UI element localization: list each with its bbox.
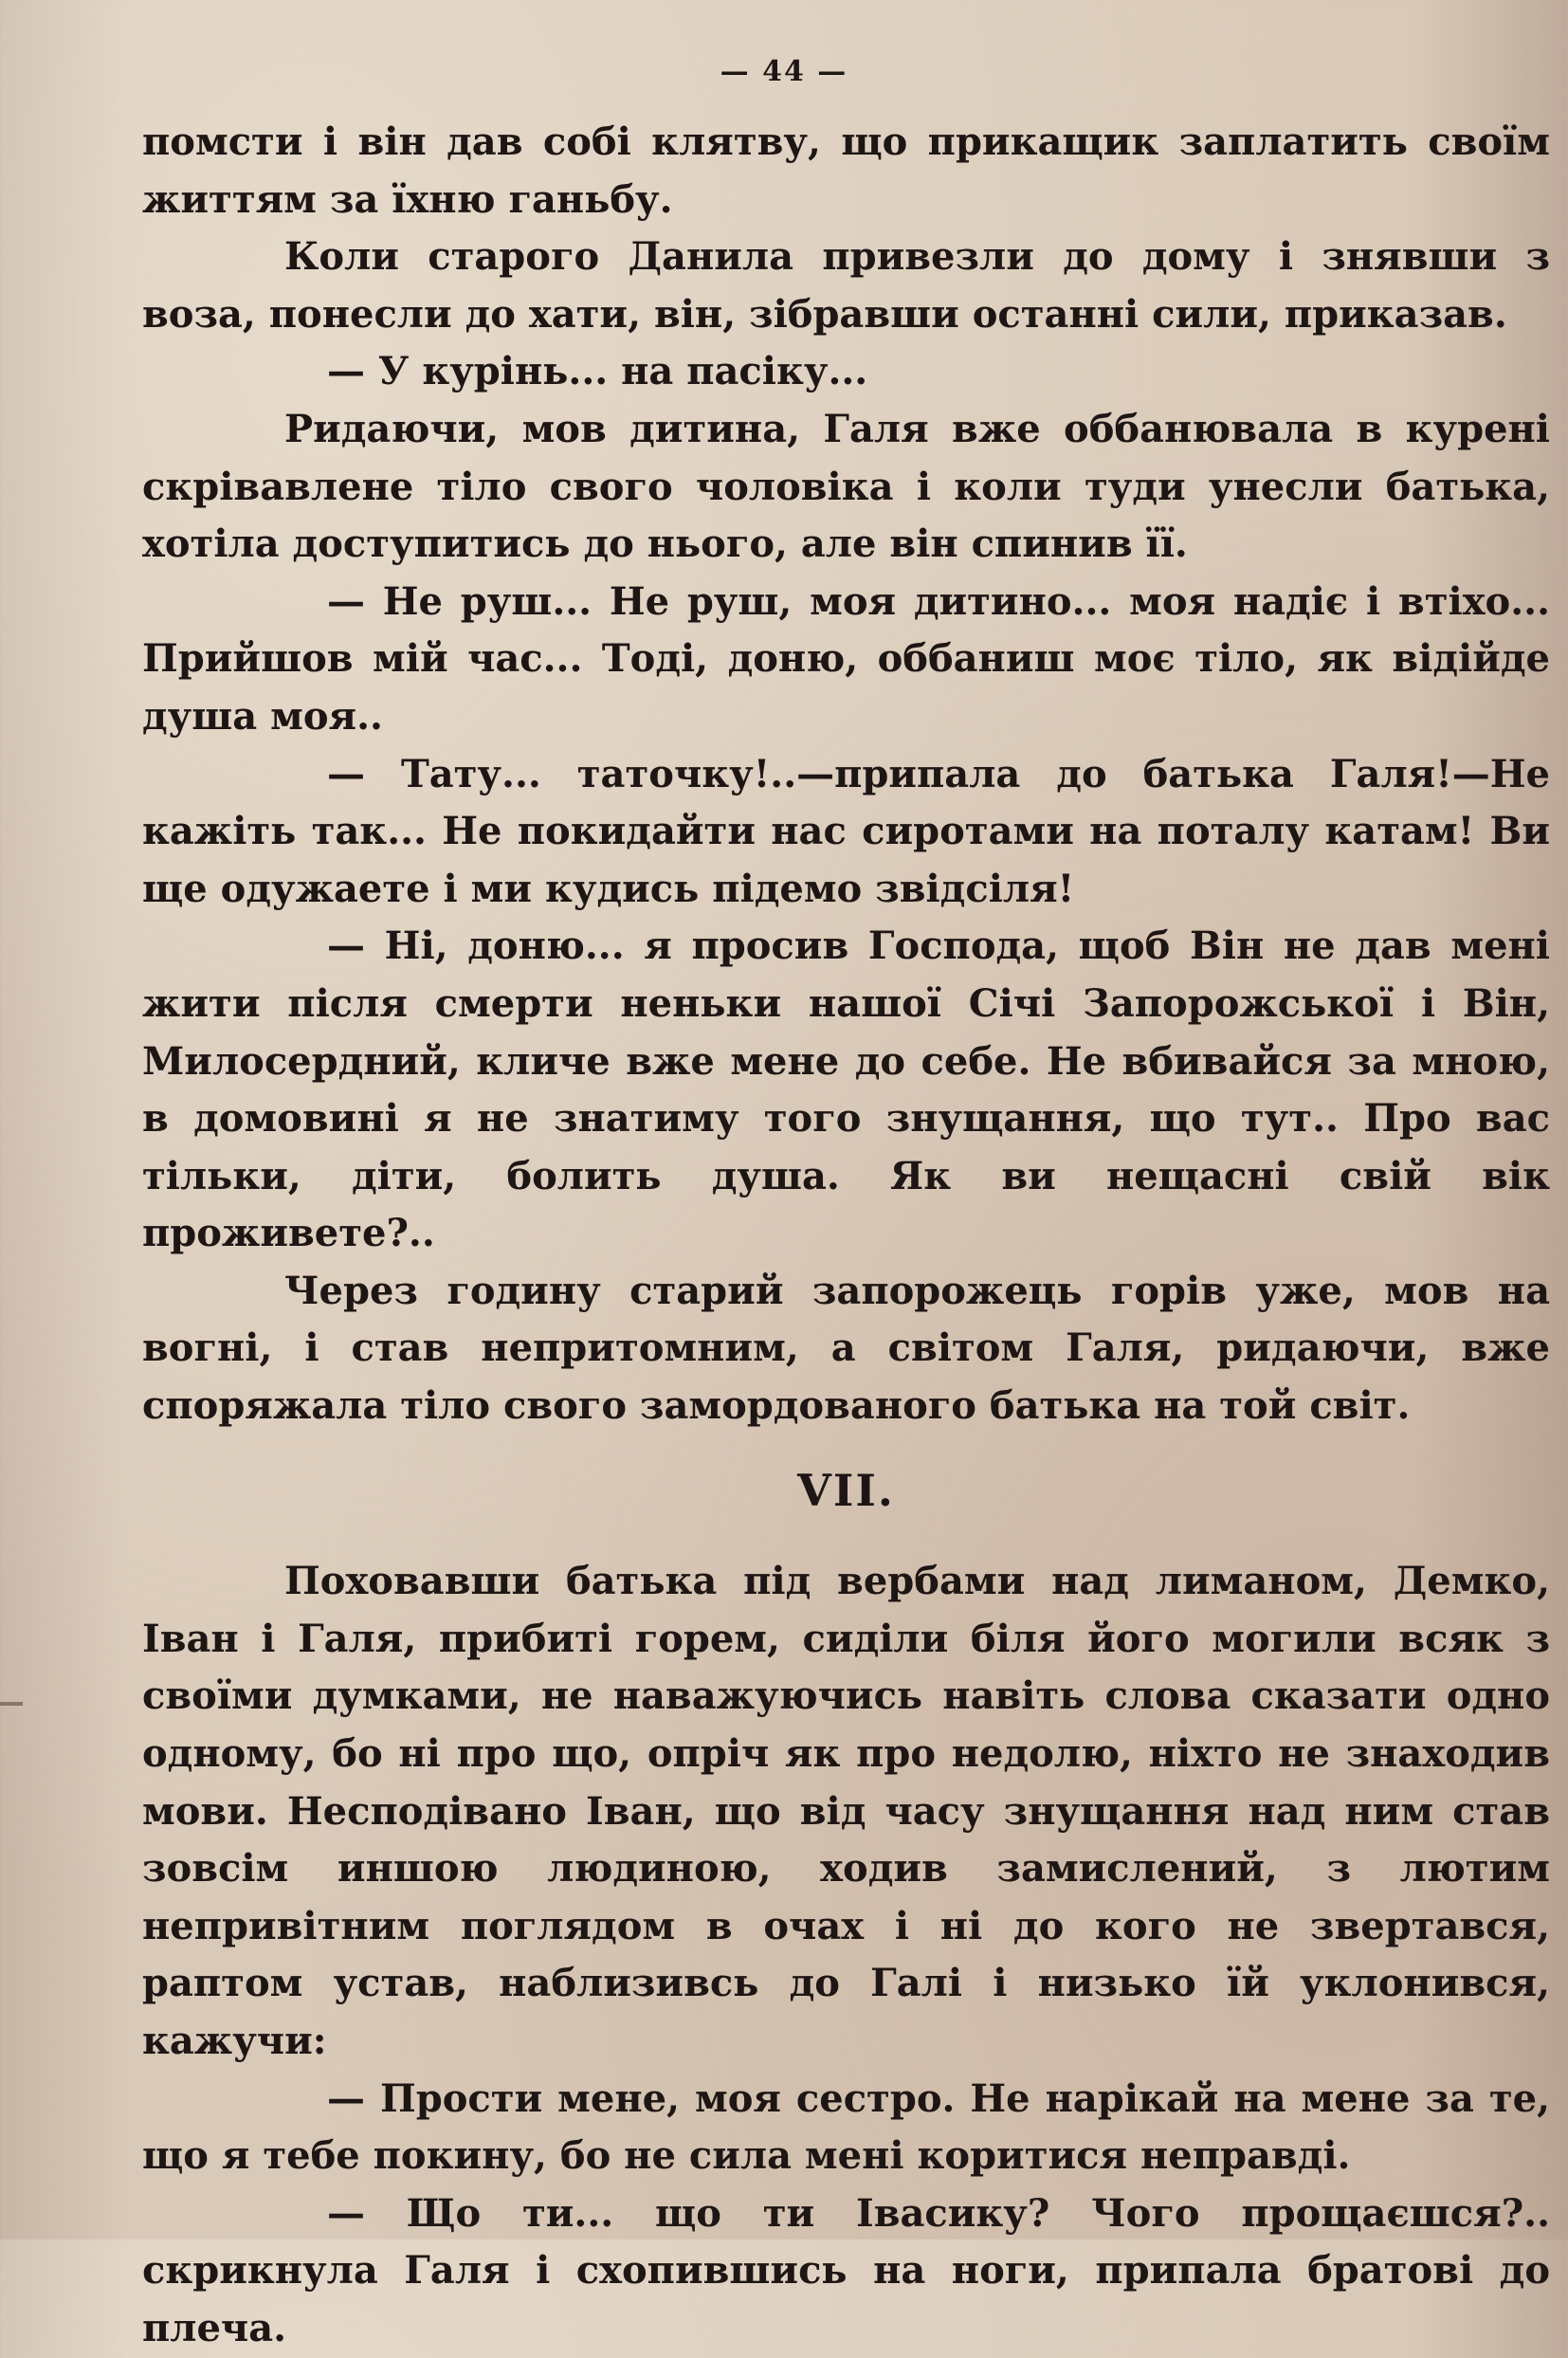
dialogue-line: — Що ти... що ти Івасику? Чого прощаєшся?.. скрикнула Галя і схопившись на ноги, припала братові до плеча. xyxy=(142,2190,1550,2350)
paragraph: Коли старого Данила привезли до дому і знявши з воза, понесли до хати, він, зібравши останні сили, приказав. xyxy=(142,234,1550,337)
dialogue-line: — У курінь... на пасіку... xyxy=(327,349,868,394)
dialogue-line: — Прости мене, моя сестро. Не нарікай на мене за те, що я тебе покину, бо не сила мені коритися неправді. xyxy=(142,2075,1550,2179)
page-number: — 44 — xyxy=(720,55,848,88)
paragraph: Через годину старий запорожець горів уже, мов на вогні, і став непритомним, а світом Галя, ридаючи, вже споряжала тіло свого замордованого батька на той світ. xyxy=(142,1268,1550,1429)
margin-mark xyxy=(0,1702,23,1706)
paragraph: Ридаючи, мов дитина, Галя вже оббанювала в курені скрівавлене тіло свого чоловіка і коли туди унесли батька, хотіла доступитись до нього, але він спинив її. xyxy=(142,406,1550,567)
dialogue-line: — Не руш... Не руш, моя дитино... моя надіє і втіхо... Прийшов мій час... Тоді, доню, оббаниш моє тіло, як відійде душа моя.. xyxy=(142,578,1550,739)
dialogue-line: — Тату... таточку!..—припала до батька Галя!—Не кажіть так... Не покидайти нас сиротами на поталу катам! Ви ще одужаете і ми кудись підемо звідсіля! xyxy=(142,751,1550,911)
section-heading: VII. xyxy=(797,1464,895,1516)
paragraph: помсти і він дав собі клятву, що прикащик заплатить своїм життям за їхню ганьбу. xyxy=(142,119,1550,222)
paragraph: Поховавши батька під вербами над лиманом, Демко, Іван і Галя, прибиті горем, сиділи біля його могили всяк з своїми думками, не наважуючись навіть слова сказати одно одному, бо ні про що, опріч як про недолю, ніхто не знаходив мови. Несподівано Іван, що від часу знущання над ним став зовсім иншою людиною, ходив замислений, з лютим непривітним поглядом в очах і ні до кого не звертався, раптом устав, наблизивсь до Галі і низько їй уклонився, кажучи: xyxy=(142,1559,1550,2063)
dialogue-line: — Ні, доню... я просив Господа, щоб Він не дав мені жити після смерти неньки нашої Січі Запорожської і Він, Милосердний, кличе вже мене до себе. Не вбивайся за мною, в домовині я не знатиму того знущання, що тут.. Про вас тільки, діти, болить душа. Як ви нещасні свій вік проживете?.. xyxy=(142,923,1550,1256)
text-block xyxy=(142,114,1550,2358)
